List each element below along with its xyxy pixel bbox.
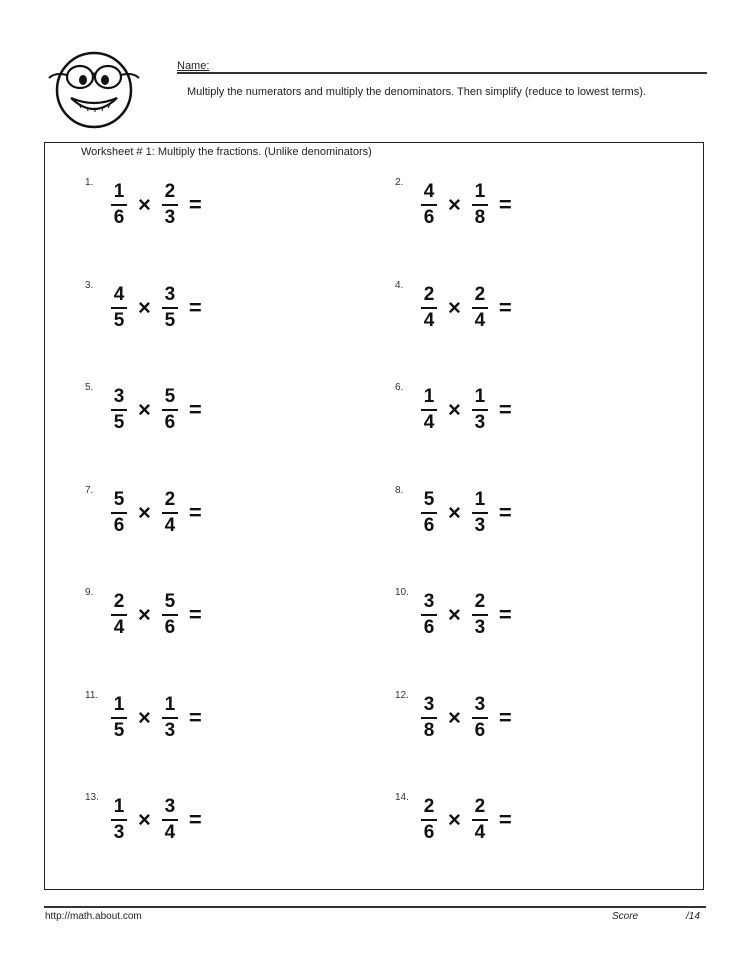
fraction-b [471,694,489,742]
denominator: 4 [474,309,486,331]
footer-url: http://math.about.com [45,911,142,922]
multiply-sign: × [138,294,151,320]
multiply-sign: × [138,704,151,730]
fraction-bar [111,819,127,821]
denominator: 6 [423,822,435,843]
fraction-bar [421,717,437,719]
numerator: 1 [113,693,125,715]
numerator: 1 [164,693,176,715]
problem-number: 10. [395,587,409,598]
fraction-bar [162,409,178,411]
problem-number: 9. [85,587,94,598]
equals-sign: = [498,397,512,422]
fraction-b [161,284,179,332]
equals-sign: = [188,499,202,525]
fraction-b [471,796,489,844]
fraction-bar [111,512,127,514]
equals-sign: = [188,704,202,730]
name-field[interactable] [177,56,707,74]
numerator: 4 [113,283,125,305]
fraction-bar [162,614,178,616]
fraction-a [420,591,438,639]
fraction-bar [472,614,488,616]
fraction-a [420,694,438,742]
numerator: 2 [474,796,486,817]
fraction-b [161,591,179,639]
fraction-bar [111,307,127,309]
multiply-sign: × [448,602,461,627]
denominator: 3 [474,514,486,536]
fraction-bar [421,409,437,411]
denominator: 8 [474,207,486,228]
fraction-b [161,489,179,537]
multiply-sign: × [448,397,461,422]
problem-number: 13. [85,792,99,803]
equals-sign: = [188,807,202,832]
problem-expression [420,688,512,748]
fraction-b [161,386,179,434]
equals-sign: = [188,294,202,320]
denominator: 3 [474,412,486,433]
multiply-sign: × [448,704,461,730]
fraction-bar [472,307,488,309]
fraction-a [110,796,128,844]
equals-sign: = [498,294,512,320]
denominator: 4 [164,822,176,843]
problem-number: 3. [85,279,94,291]
footer-divider [44,906,706,908]
denominator: 6 [113,514,125,536]
problem-expression [420,790,512,850]
denominator: 8 [423,719,435,741]
numerator: 1 [113,181,125,202]
denominator: 6 [474,719,486,741]
denominator: 5 [113,719,125,741]
instructions: Multiply the numerators and multiply the denominators. Then simplify (reduce to lowest terms). [187,86,646,98]
fraction-a [420,796,438,844]
numerator: 1 [474,386,486,407]
fraction-bar [162,512,178,514]
problem-number: 6. [395,382,404,393]
name-label: Name: [177,60,210,72]
multiply-sign: × [138,499,151,525]
fraction-bar [421,512,437,514]
problem-number: 5. [85,382,94,393]
denominator: 4 [164,514,176,536]
problem-number: 4. [395,279,404,291]
fraction-a [110,694,128,742]
denominator: 4 [113,617,125,638]
denominator: 3 [113,822,125,843]
fraction-a [420,489,438,537]
fraction-bar [421,819,437,821]
fraction-bar [421,614,437,616]
fraction-bar [162,717,178,719]
problem-number: 11. [85,689,99,701]
fraction-bar [421,204,437,206]
denominator: 3 [164,719,176,741]
worksheet-box [44,142,704,890]
fraction-b [161,694,179,742]
fraction-bar [111,717,127,719]
numerator: 3 [164,796,176,817]
denominator: 3 [474,617,486,638]
denominator: 5 [113,412,125,433]
denominator: 3 [164,207,176,228]
multiply-sign: × [138,807,151,832]
denominator: 6 [113,207,125,228]
numerator: 1 [423,386,435,407]
problem-expression [420,175,512,235]
numerator: 4 [423,181,435,202]
problem-number: 1. [85,177,94,188]
problem-number: 2. [395,177,404,188]
fraction-a [420,181,438,229]
denominator: 4 [474,822,486,843]
problem-expression [420,483,512,543]
equals-sign: = [498,192,512,217]
fraction-bar [472,819,488,821]
denominator: 4 [423,309,435,331]
fraction-b [161,796,179,844]
fraction-b [161,181,179,229]
numerator: 5 [113,488,125,510]
equals-sign: = [498,602,512,627]
fraction-a [110,489,128,537]
problem-number: 12. [395,689,409,701]
problem-expression [420,585,512,645]
fraction-b [471,386,489,434]
numerator: 3 [474,693,486,715]
equals-sign: = [498,807,512,832]
fraction-bar [472,409,488,411]
fraction-b [471,489,489,537]
multiply-sign: × [448,499,461,525]
numerator: 1 [113,796,125,817]
problem-number: 8. [395,484,404,496]
denominator: 4 [423,412,435,433]
fraction-b [471,181,489,229]
numerator: 2 [423,796,435,817]
multiply-sign: × [138,192,151,217]
fraction-a [420,386,438,434]
problem-expression [110,278,202,338]
numerator: 2 [474,283,486,305]
fraction-bar [162,819,178,821]
fraction-bar [111,204,127,206]
denominator: 6 [164,617,176,638]
denominator: 6 [164,412,176,433]
denominator: 6 [423,207,435,228]
problem-expression [110,483,202,543]
problem-expression [110,585,202,645]
problem-expression [110,380,202,440]
fraction-a [420,284,438,332]
score-label: Score [612,911,639,922]
problem-expression [110,688,202,748]
fraction-a [110,386,128,434]
fraction-bar [472,512,488,514]
fraction-bar [111,614,127,616]
multiply-sign: × [138,602,151,627]
numerator: 2 [164,181,176,202]
score-total: /14 [686,911,700,922]
numerator: 1 [474,488,486,510]
denominator: 6 [423,617,435,638]
equals-sign: = [188,192,202,217]
fraction-a [110,591,128,639]
numerator: 5 [164,591,176,612]
numerator: 3 [423,591,435,612]
multiply-sign: × [448,294,461,320]
problem-expression [110,175,202,235]
numerator: 3 [164,283,176,305]
numerator: 3 [113,386,125,407]
fraction-bar [472,717,488,719]
equals-sign: = [188,602,202,627]
fraction-bar [111,409,127,411]
equals-sign: = [188,397,202,422]
multiply-sign: × [448,807,461,832]
multiply-sign: × [448,192,461,217]
fraction-bar [162,204,178,206]
multiply-sign: × [138,397,151,422]
fraction-bar [421,307,437,309]
fraction-bar [472,204,488,206]
fraction-bar [162,307,178,309]
smiley-face-with-glasses-icon [45,48,143,130]
problem-number: 7. [85,484,94,496]
numerator: 2 [113,591,125,612]
fraction-b [471,284,489,332]
denominator: 6 [423,514,435,536]
problem-expression [420,278,512,338]
numerator: 2 [164,488,176,510]
equals-sign: = [498,499,512,525]
problem-expression [420,380,512,440]
fraction-a [110,284,128,332]
numerator: 3 [423,693,435,715]
numerator: 5 [164,386,176,407]
problem-number: 14. [395,792,409,803]
worksheet-title: Worksheet # 1: Multiply the fractions. (Unlike denominators) [81,146,372,158]
denominator: 5 [164,309,176,331]
fraction-a [110,181,128,229]
numerator: 1 [474,181,486,202]
numerator: 2 [423,283,435,305]
fraction-b [471,591,489,639]
problem-expression [110,790,202,850]
numerator: 2 [474,591,486,612]
denominator: 5 [113,309,125,331]
equals-sign: = [498,704,512,730]
numerator: 5 [423,488,435,510]
